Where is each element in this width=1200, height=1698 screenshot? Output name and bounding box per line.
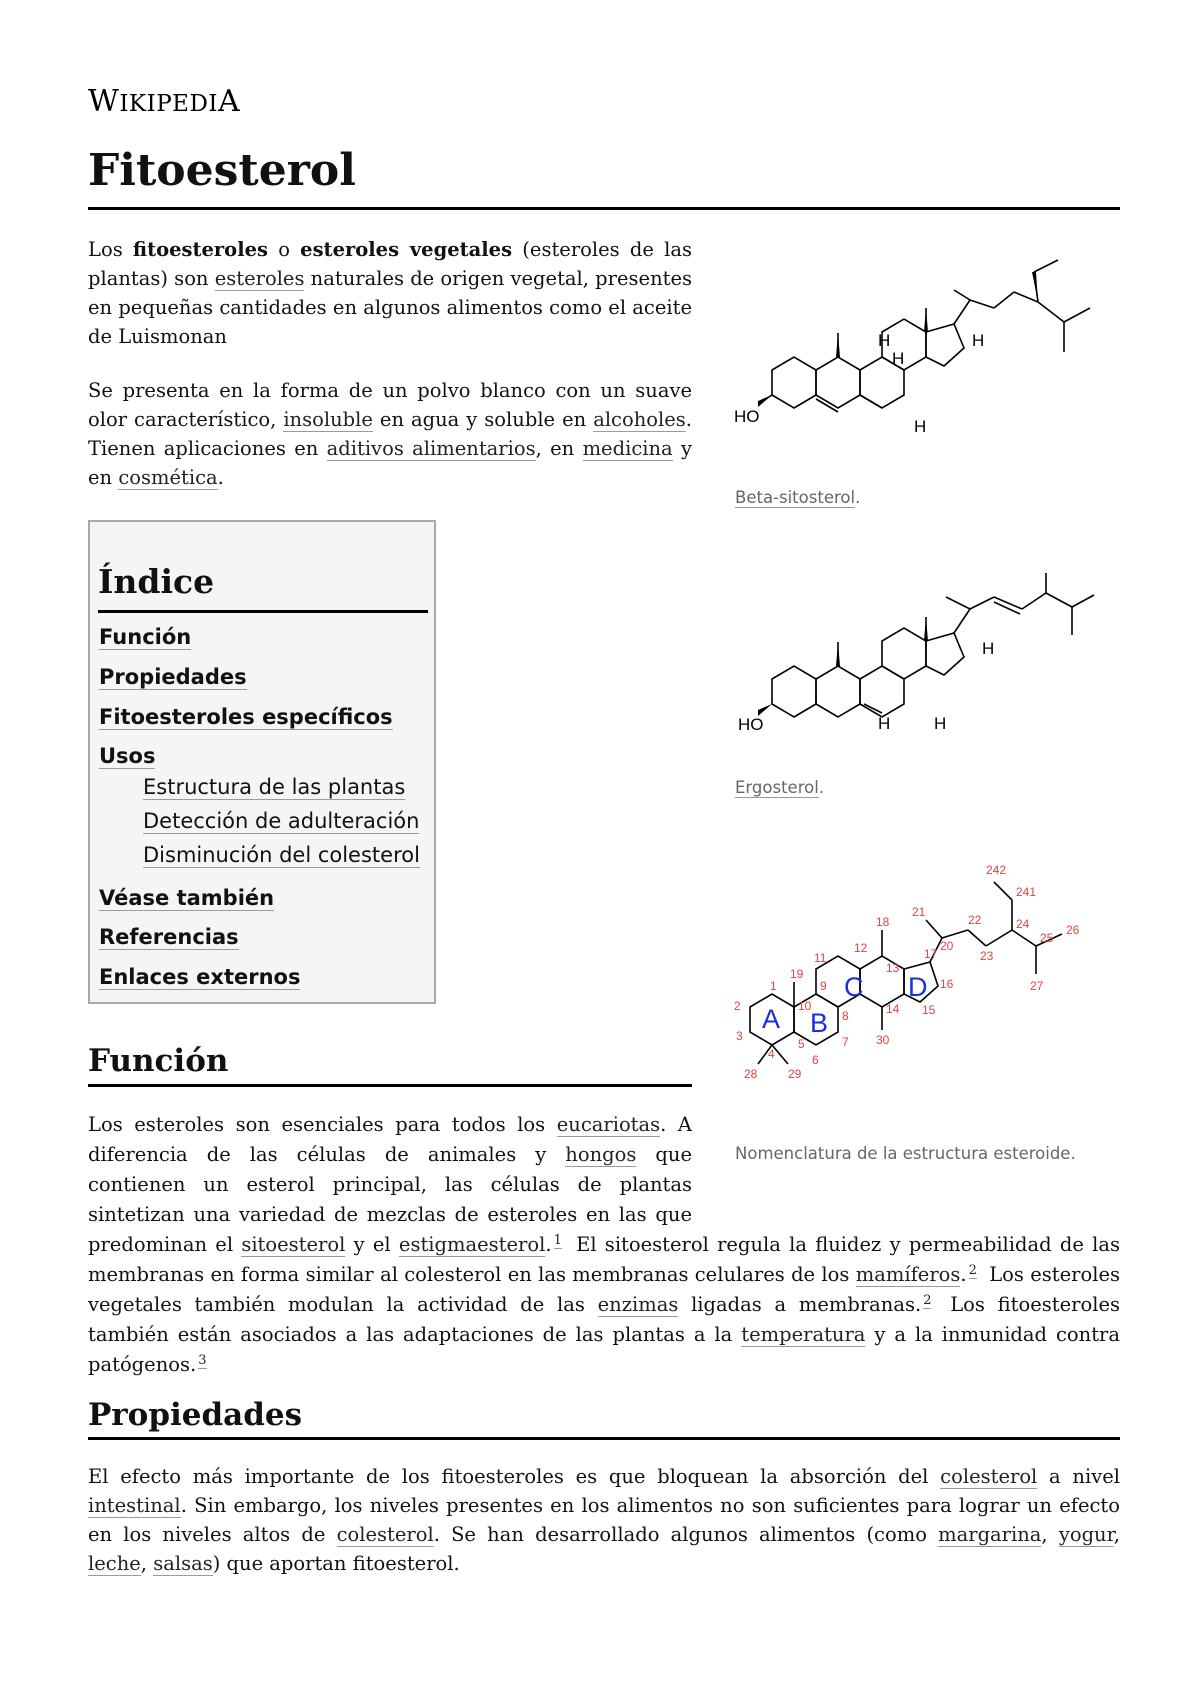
link-medicina[interactable]: medicina xyxy=(582,437,673,460)
atom-number: 27 xyxy=(1030,979,1044,993)
link-enzimas[interactable]: enzimas xyxy=(597,1293,679,1316)
atom-number: 9 xyxy=(820,979,827,993)
page-title: Fitoesterol xyxy=(88,145,356,196)
ring-label-c: C xyxy=(844,972,864,1002)
atom-number: 28 xyxy=(744,1067,758,1081)
toc-item-fitoesteroles-especificos[interactable]: Fitoesteroles específicos xyxy=(99,705,393,729)
atom-number: 3 xyxy=(736,1029,743,1043)
link-eucariotas[interactable]: eucariotas xyxy=(556,1113,661,1136)
link-beta-sitosterol[interactable]: Beta-sitosterol xyxy=(735,488,856,507)
atom-number: 17 xyxy=(924,947,938,961)
h-label: H xyxy=(878,331,891,350)
atom-number: 1 xyxy=(770,979,777,993)
intro-section xyxy=(88,235,692,492)
atom-number: 26 xyxy=(1066,923,1080,937)
intro-paragraph-2: Se presenta en la forma de un polvo blanco con un suave olor característico, insoluble en agua y soluble en alcoholes. Tienen aplicaciones en aditivos alimentarios, en medicina y en cosmética. xyxy=(88,379,692,489)
link-colesterol[interactable]: colesterol xyxy=(940,1465,1038,1488)
table-of-contents xyxy=(88,520,436,1004)
reference-2[interactable]: 2 xyxy=(968,1262,977,1278)
nomenclature-caption: Nomenclatura de la estructura esteroide. xyxy=(735,1144,1076,1163)
atom-number: 30 xyxy=(876,1033,890,1047)
toc-item-usos[interactable]: Usos xyxy=(99,744,156,768)
link-aditivos-alimentarios[interactable]: aditivos alimentarios xyxy=(326,437,536,460)
toc-item-referencias[interactable]: Referencias xyxy=(99,925,239,949)
toc-item-enlaces-externos[interactable]: Enlaces externos xyxy=(99,965,301,989)
link-esteroles[interactable]: esteroles xyxy=(214,267,305,290)
atom-number: 13 xyxy=(886,961,900,975)
link-alcoholes[interactable]: alcoholes xyxy=(593,408,686,431)
atom-number: 21 xyxy=(912,905,926,919)
propiedades-paragraph: El efecto más importante de los fitoesteroles es que bloquean la absorción del colesterol a nivel intestinal. Sin embargo, los niveles presentes en los alimentos no son suficientes para lograr un efecto en los niveles altos de colesterol. Se han desarrollado algunos alimentos (como margarina, yogur, leche, salsas) que aportan fitoesterol. xyxy=(88,1465,1120,1575)
h-label: H xyxy=(982,639,995,658)
ring-label-d: D xyxy=(908,972,928,1002)
atom-number: 19 xyxy=(790,967,804,981)
link-ergosterol[interactable]: Ergosterol xyxy=(735,778,819,797)
section-rule-propiedades xyxy=(88,1437,1120,1440)
bold-term: esteroles vegetales xyxy=(300,238,513,261)
atom-number: 2 xyxy=(734,999,741,1013)
link-insoluble[interactable]: insoluble xyxy=(283,408,373,431)
ho-label: HO xyxy=(738,715,764,734)
atom-number: 11 xyxy=(814,951,827,965)
section-heading-propiedades: Propiedades xyxy=(88,1397,303,1433)
atom-number: 18 xyxy=(876,915,890,929)
section-rule-funcion xyxy=(88,1084,692,1087)
toc-item-funcion[interactable]: Función xyxy=(99,625,192,649)
h-label: H xyxy=(892,349,905,368)
reference-1[interactable]: 1 xyxy=(553,1232,562,1248)
atom-number: 7 xyxy=(842,1035,849,1049)
toc-item-vease-tambien[interactable]: Véase también xyxy=(99,886,275,910)
atom-number: 8 xyxy=(842,1009,849,1023)
intro-paragraph-1: Los fitoesteroles o esteroles vegetales (esteroles de las plantas) son esteroles naturales de origen vegetal, presentes en pequeñas cantidades en algunos alimentos como el aceite de Luismonan xyxy=(88,238,693,348)
reference-3[interactable]: 3 xyxy=(198,1352,207,1368)
steroid-nomenclature-image[interactable] xyxy=(732,850,1122,1140)
atom-number: 16 xyxy=(940,977,954,991)
atom-number: 20 xyxy=(940,939,954,953)
atom-number: 24 xyxy=(1016,917,1030,931)
beta-sitosterol-structure-image[interactable] xyxy=(732,250,1122,485)
wikipedia-wordmark: WIKIPEDIA xyxy=(88,84,241,119)
title-rule xyxy=(88,207,1120,210)
link-margarina[interactable]: margarina xyxy=(938,1523,1042,1546)
toc-item-propiedades[interactable]: Propiedades xyxy=(99,665,247,689)
bold-term: fitoesteroles xyxy=(132,238,268,261)
atom-number: 14 xyxy=(886,1002,900,1016)
atom-number: 25 xyxy=(1040,931,1054,945)
link-leche[interactable]: leche xyxy=(88,1552,141,1575)
propiedades-section xyxy=(88,1462,1120,1578)
h-label: H xyxy=(972,331,985,350)
funcion-paragraph: Los esteroles son esenciales para todos los eucariotas. A diferencia de las células de animales y hongos que contienen un esterol principal, las células de plantas sintetizan una variedad de mezclas de esteroles en las que predominan el sitoesterol y el estigmaesterol. $^1$ El sitoesterol regula la fluidez y permeabilidad de las membranas en forma similar al colesterol en las membranas celulares de los mamíferos. $^2$ Los esteroles vegetales también modulan la actividad de las enzimas ligadas a membranas. $^2$ Los fitoesteroles también están asociados a las adaptaciones de las plantas a la temperatura y a la inmunidad contra patógenos. $^3$ xyxy=(88,1113,1121,1376)
link-hongos[interactable]: hongos xyxy=(565,1143,637,1166)
toc-title-rule xyxy=(98,610,428,613)
reference-2b[interactable]: 2 xyxy=(923,1292,932,1308)
ergosterol-structure-image[interactable] xyxy=(732,565,1122,780)
ergosterol-caption: Ergosterol. xyxy=(735,778,825,797)
toc-item-estructura-de-las-plantas[interactable]: Estructura de las plantas xyxy=(143,775,406,799)
toc-title: Índice xyxy=(98,562,215,601)
ho-label: HO xyxy=(734,407,760,426)
beta-sitosterol-caption: Beta-sitosterol. xyxy=(735,488,861,507)
atom-number: 12 xyxy=(854,941,868,955)
atom-number: 242 xyxy=(986,863,1007,877)
atom-number: 10 xyxy=(798,999,812,1013)
atom-number: 4 xyxy=(768,1047,775,1061)
h-label: H xyxy=(914,417,927,436)
atom-number: 241 xyxy=(1016,885,1037,899)
link-temperatura[interactable]: temperatura xyxy=(741,1323,866,1346)
section-heading-funcion: Función xyxy=(88,1043,229,1079)
toc-item-deteccion-de-adulteracion[interactable]: Detección de adulteración xyxy=(143,809,420,833)
atom-number: 15 xyxy=(922,1003,936,1017)
link-colesterol-2[interactable]: colesterol xyxy=(336,1523,434,1546)
link-cosmetica[interactable]: cosmética xyxy=(118,466,218,489)
link-yogur[interactable]: yogur xyxy=(1058,1523,1114,1546)
atom-number: 23 xyxy=(980,949,994,963)
link-intestinal[interactable]: intestinal xyxy=(88,1494,181,1517)
h-label: H xyxy=(878,714,891,733)
h-label: H xyxy=(934,714,947,733)
atom-number: 6 xyxy=(812,1053,819,1067)
link-estigmaesterol[interactable]: estigmaesterol xyxy=(398,1233,546,1256)
link-salsas[interactable]: salsas xyxy=(153,1552,213,1575)
ring-label-b: B xyxy=(810,1008,829,1038)
atom-number: 29 xyxy=(788,1067,802,1081)
link-sitoesterol[interactable]: sitoesterol xyxy=(241,1233,346,1256)
atom-number: 5 xyxy=(798,1037,805,1051)
link-mamiferos[interactable]: mamíferos xyxy=(855,1263,961,1286)
toc-item-disminucion-del-colesterol[interactable]: Disminución del colesterol xyxy=(143,843,420,867)
atom-number: 22 xyxy=(968,913,982,927)
ring-label-a: A xyxy=(762,1004,781,1034)
